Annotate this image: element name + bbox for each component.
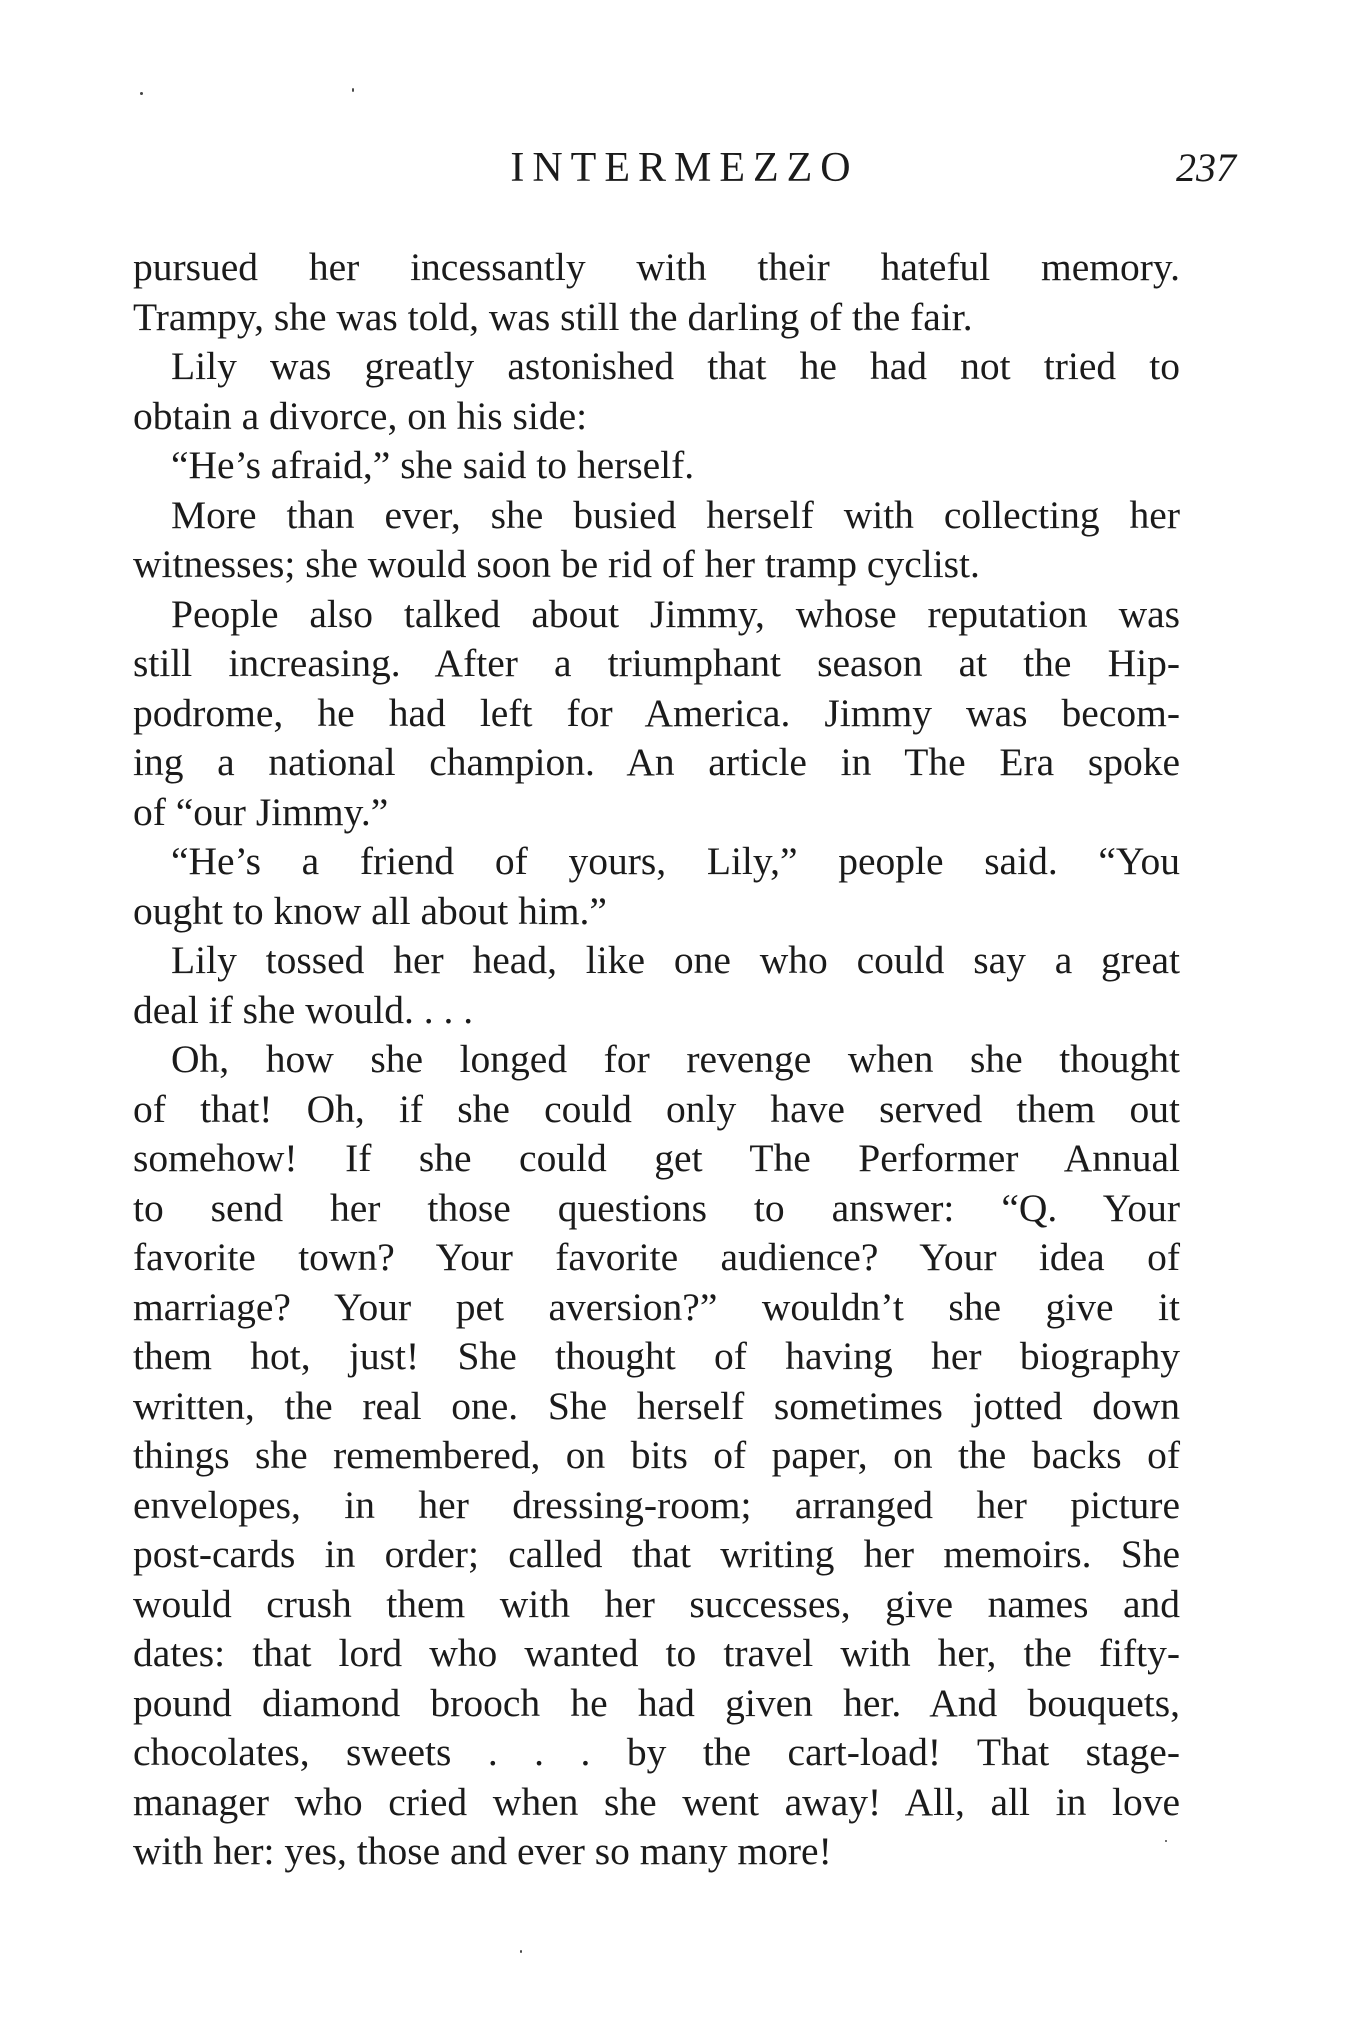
text-line: witnesses; she would soon be rid of her tramp cyclist. <box>133 542 980 586</box>
paragraph <box>133 837 1180 936</box>
text-line: of “our Jimmy.” <box>133 789 389 834</box>
print-speck <box>140 92 143 95</box>
text-line: deal if she would. . . . <box>133 987 474 1032</box>
text-line: post-cards in order; called that writing her memoirs. She <box>133 1532 1180 1576</box>
text-line: ought to know all about him.” <box>133 888 607 933</box>
text-line: People also talked about Jimmy, whose reputation was <box>171 591 1180 636</box>
text-line: chocolates, sweets . . . by the cart-load! That stage- <box>133 1730 1180 1774</box>
text-line: pound diamond brooch he had given her. And bouquets, <box>133 1680 1180 1725</box>
text-line: “He’s a friend of yours, Lily,” people said. “You <box>171 839 1180 883</box>
text-line: marriage? Your pet aversion?” wouldn’t she give it <box>133 1284 1180 1329</box>
text-line: dates: that lord who wanted to travel with her, the fifty- <box>133 1631 1180 1675</box>
text-line: pursued her incessantly with their hateful memory. <box>133 245 1180 289</box>
print-speck <box>1165 1840 1167 1842</box>
paragraph <box>133 243 1180 342</box>
text-line: things she remembered, on bits of paper, on the backs of <box>133 1433 1180 1477</box>
paragraph <box>133 491 1180 590</box>
text-line: of that! Oh, if she could only have served them out <box>133 1086 1180 1131</box>
print-speck <box>352 88 354 92</box>
body-text <box>133 243 1180 1877</box>
print-speck <box>520 1950 522 1953</box>
text-line: Lily tossed her head, like one who could say a great <box>171 938 1180 982</box>
chapter-title: INTERMEZZO <box>510 145 859 191</box>
text-line: obtain a divorce, on his side: <box>133 393 588 438</box>
paragraph <box>133 590 1180 838</box>
text-line: Oh, how she longed for revenge when she thought <box>171 1037 1180 1081</box>
page-number: 237 <box>1176 145 1236 190</box>
paragraph <box>133 441 1180 491</box>
text-line: Lily was greatly astonished that he had not tried to <box>171 344 1180 388</box>
text-line: podrome, he had left for America. Jimmy was becom- <box>133 690 1180 735</box>
paragraph <box>133 342 1180 441</box>
text-line: written, the real one. She herself sometimes jotted down <box>133 1383 1180 1428</box>
text-line: to send her those questions to answer: “Q. Your <box>133 1185 1180 1230</box>
text-line: envelopes, in her dressing-room; arranged her picture <box>133 1482 1180 1527</box>
paragraph <box>133 1035 1180 1877</box>
text-line: manager who cried when she went away! All, all in love <box>133 1779 1180 1824</box>
text-line: them hot, just! She thought of having her biography <box>133 1334 1180 1378</box>
paragraph <box>133 936 1180 1035</box>
text-line: would crush them with her successes, give names and <box>133 1581 1180 1626</box>
text-line: still increasing. After a triumphant season at the Hip- <box>133 641 1180 685</box>
text-line: Trampy, she was told, was still the darling of the fair. <box>133 294 973 339</box>
text-line: More than ever, she busied herself with collecting her <box>171 492 1180 537</box>
text-line: favorite town? Your favorite audience? Your idea of <box>133 1235 1180 1279</box>
text-line: “He’s afraid,” she said to herself. <box>171 443 695 487</box>
text-line: somehow! If she could get The Performer Annual <box>133 1136 1180 1180</box>
text-line: with her: yes, those and ever so many more! <box>133 1829 832 1873</box>
text-line: ing a national champion. An article in The Era spoke <box>133 740 1180 784</box>
running-head <box>133 138 1236 198</box>
